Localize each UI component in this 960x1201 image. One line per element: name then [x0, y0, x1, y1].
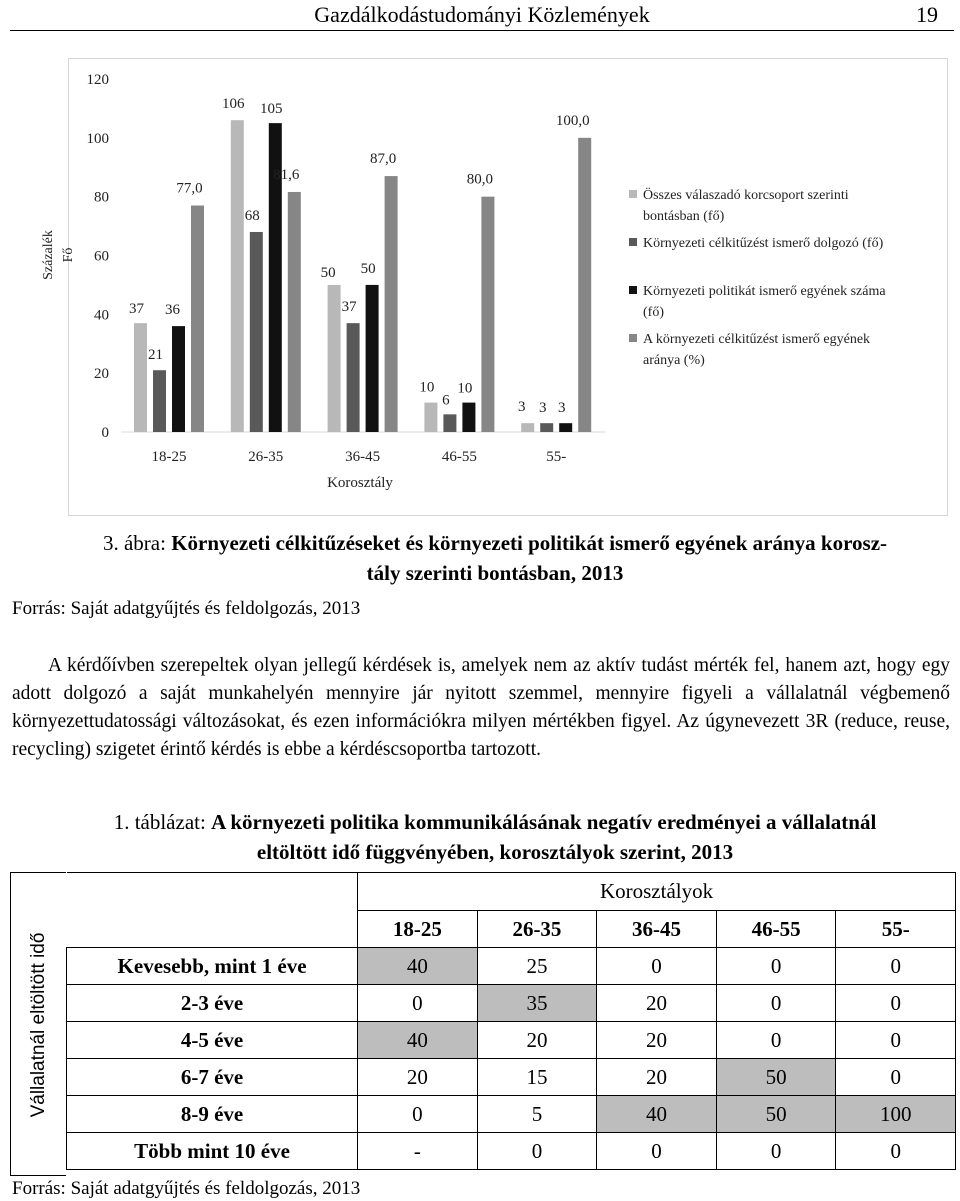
data-label-series-1: 37: [341, 299, 357, 316]
row-label: Kevesebb, mint 1 éve: [67, 948, 358, 985]
bar-series-3: [385, 176, 398, 432]
bar-series-1: [250, 232, 263, 432]
y-tick-label: 0: [101, 425, 109, 441]
y-axis-title: Százalék: [41, 230, 56, 280]
table-cell: 0: [716, 948, 836, 985]
row-label: 4-5 éve: [67, 1022, 358, 1059]
table-cell: 0: [836, 1059, 956, 1096]
bar-series-1: [540, 423, 553, 432]
table-cell: 0: [836, 1022, 956, 1059]
x-tick-label: 18-25: [151, 449, 187, 465]
table-side-label: [10, 872, 66, 1176]
table-cell: 40: [358, 1022, 478, 1059]
bar-series-0: [424, 403, 437, 432]
bar-series-2: [559, 423, 572, 432]
legend-label: Környezeti célkitűzést ismerő dolgozó (fő): [643, 236, 884, 251]
table-cell: 50: [716, 1059, 836, 1096]
data-label-series-0: 50: [320, 264, 336, 281]
table-row: [67, 1133, 956, 1170]
table-cell: 20: [597, 985, 717, 1022]
data-label-series-3: 81,6: [273, 166, 300, 183]
table-cell: 40: [358, 948, 478, 985]
table-body: [67, 948, 956, 1170]
data-table-wrapper: [10, 872, 958, 1178]
bar-series-0: [328, 285, 341, 432]
table-cell: 15: [477, 1059, 597, 1096]
bar-series-0: [521, 423, 534, 432]
table-cell: 20: [477, 1022, 597, 1059]
data-label-series-3: 80,0: [466, 171, 494, 188]
data-label-series-1: 68: [244, 207, 260, 224]
row-label: 6-7 éve: [67, 1059, 358, 1096]
table-row: [67, 948, 956, 985]
table-cell: 0: [597, 948, 717, 985]
data-label-series-2: 50: [360, 260, 376, 277]
bar-series-2: [462, 403, 475, 432]
table-cell: 0: [836, 1133, 956, 1170]
legend-swatch: [629, 334, 637, 342]
x-axis-title: Korosztály: [327, 475, 393, 491]
data-label-series-1: 21: [148, 347, 163, 364]
data-label-series-2: 3: [557, 400, 566, 417]
page-header: [10, 0, 954, 31]
table-cell: 0: [358, 1096, 478, 1133]
bar-series-1: [443, 414, 456, 432]
x-tick-label: 55-: [546, 449, 567, 465]
data-label-series-0: 37: [129, 301, 144, 318]
column-header: 26-35: [477, 911, 597, 948]
bar-series-3: [288, 192, 301, 432]
row-label: 8-9 éve: [67, 1096, 358, 1133]
data-label-series-2: 105: [260, 101, 283, 118]
bar-series-3: [481, 197, 494, 432]
page-number: 19: [916, 2, 938, 27]
column-header: 36-45: [597, 911, 717, 948]
bar-series-2: [172, 326, 185, 432]
legend-label: (fő): [643, 305, 664, 320]
journal-title: Gazdálkodástudományi Közlemények: [314, 2, 650, 27]
table-cell: 0: [358, 985, 478, 1022]
legend-label: A környezeti célkitűzést ismerő egyének: [643, 332, 871, 347]
table-source: Forrás: Saját adatgyűjtés és feldolgozás, 2013: [12, 1178, 361, 1199]
table-cell: 25: [477, 948, 597, 985]
table-group-header: Korosztályok: [358, 873, 956, 911]
table-caption-prefix: 1. táblázat:: [113, 810, 212, 834]
bar-series-1: [347, 323, 360, 432]
legend-swatch: [629, 286, 637, 294]
table-cell: 0: [597, 1133, 717, 1170]
figure-caption: [40, 528, 950, 588]
bar-series-3: [578, 138, 591, 432]
legend-label: Összes válaszadó korcsoport szerinti: [643, 188, 849, 203]
table-cell: 40: [597, 1096, 717, 1133]
table-row: [67, 1059, 956, 1096]
row-label: 2-3 éve: [67, 985, 358, 1022]
y-tick-label: 60: [94, 248, 109, 265]
body-paragraph: A kérdőívben szerepeltek olyan jellegű kérdések is, amelyek nem az aktív tudást mérték fel, hanem azt, hogy egy adott dolgozó a saját munkahelyén mennyire jár nyitott szemmel, mennyire figyeli a vállalatnál végbemenő környezettudatossági változásokat, és ezen információkra milyen mértékben figyel. Az úgynevezett 3R (reduce, reuse, recycling) szigetet érintő kérdés is ebbe a kérdéscsoportba tartozott.: [12, 655, 950, 760]
x-tick-label: 46-55: [441, 449, 477, 465]
table-corner-cell: [67, 873, 358, 948]
y-tick-label: 120: [86, 72, 109, 88]
data-label-series-2: 10: [457, 380, 473, 397]
chart-container: [41, 58, 948, 516]
table-cell: -: [358, 1133, 478, 1170]
legend-label: Környezeti politikát ismerő egyének száma: [643, 284, 886, 299]
x-tick-label: 36-45: [345, 449, 381, 465]
data-table: [66, 872, 956, 1170]
table-cell: 0: [477, 1133, 597, 1170]
table-cell: 20: [597, 1022, 717, 1059]
y-tick-label: 40: [94, 307, 109, 324]
data-label-series-0: 106: [222, 96, 245, 113]
legend-label: bontásban (fő): [643, 209, 725, 224]
y-tick-label: 80: [94, 189, 109, 206]
figure-caption-title-line2: tály szerinti bontásban, 2013: [366, 561, 624, 585]
bar-chart: [41, 59, 949, 517]
table-cell: 0: [716, 985, 836, 1022]
data-label-series-1: 3: [538, 400, 547, 417]
data-label-series-3: 77,0: [176, 180, 203, 197]
figure-caption-prefix: 3. ábra:: [102, 531, 172, 555]
table-caption: [40, 807, 950, 867]
x-tick-label: 26-35: [248, 449, 284, 465]
table-cell: 0: [836, 948, 956, 985]
bar-series-2: [366, 285, 379, 432]
data-label-series-0: 10: [419, 379, 435, 396]
table-cell: 50: [716, 1096, 836, 1133]
legend-label: aránya (%): [643, 353, 705, 368]
bar-series-3: [191, 205, 204, 432]
bar-series-1: [153, 370, 166, 432]
table-row: [67, 985, 956, 1022]
figure-source: Forrás: Saját adatgyűjtés és feldolgozás, 2013: [12, 598, 361, 619]
data-label-series-2: 36: [165, 302, 180, 319]
side-label-text: Vállalatnál eltöltött idő: [28, 932, 49, 1118]
table-row: [67, 1096, 956, 1133]
table-caption-title-line1: A környezeti politika kommunikálásának negatív eredményei a vállalatnál: [211, 810, 877, 834]
table-cell: 0: [716, 1022, 836, 1059]
column-header: 18-25: [358, 911, 478, 948]
table-cell: 20: [358, 1059, 478, 1096]
table-cell: 0: [716, 1133, 836, 1170]
column-header: 55-: [836, 911, 956, 948]
data-label-series-3: 100,0: [555, 112, 590, 129]
column-header: 46-55: [716, 911, 836, 948]
bar-series-0: [231, 120, 244, 432]
table-cell: 100: [836, 1096, 956, 1133]
data-label-series-1: 6: [442, 392, 450, 409]
data-label-series-0: 3: [517, 399, 526, 416]
data-label-series-3: 87,0: [369, 151, 397, 168]
table-cell: 0: [836, 985, 956, 1022]
legend-swatch: [629, 190, 637, 198]
table-cell: 20: [597, 1059, 717, 1096]
y-tick-label: 100: [86, 130, 109, 147]
legend-swatch: [629, 238, 637, 246]
y-tick-label: 20: [94, 366, 109, 383]
y-axis-title-unit: Fő: [61, 247, 76, 263]
table-cell: 35: [477, 985, 597, 1022]
table-row: [67, 1022, 956, 1059]
figure-caption-title-line1: Környezeti célkitűzéseket és környezeti politikát ismerő egyének aránya korosz-: [171, 531, 888, 555]
row-label: Több mint 10 éve: [67, 1133, 358, 1170]
table-cell: 5: [477, 1096, 597, 1133]
bar-series-0: [134, 323, 147, 432]
table-caption-title-line2: eltöltött idő függvényében, korosztályok szerint, 2013: [256, 840, 734, 864]
